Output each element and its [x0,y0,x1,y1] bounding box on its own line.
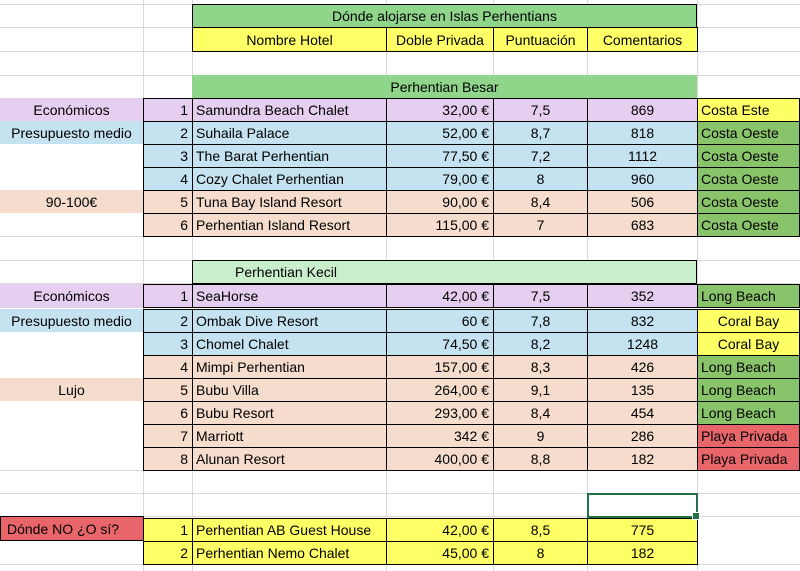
cell-score[interactable]: 8,7 [493,121,588,145]
cell-hotel-name[interactable]: Tuna Bay Island Resort [192,190,387,214]
cell-reviews[interactable]: 286 [587,424,698,448]
cell-price[interactable]: 293,00 € [386,401,494,425]
cell-score[interactable]: 7,5 [493,284,588,308]
cell-hotel-name[interactable]: Bubu Resort [192,401,387,425]
cell-reviews[interactable]: 818 [587,121,698,145]
cell-zone[interactable]: Playa Privada [697,424,800,448]
cell-row-number[interactable]: 1 [143,518,193,542]
header-hotel-name[interactable]: Nombre Hotel [192,27,387,52]
cell-reviews[interactable]: 135 [587,378,698,402]
cell-row-number[interactable]: 2 [143,309,193,333]
category-label-donde-no[interactable]: Dónde NO ¿O sí? [0,516,144,541]
cell-row-number[interactable]: 4 [143,355,193,379]
category-label-presupuesto-medio-besar[interactable]: Presupuesto medio [0,121,143,144]
cell-reviews[interactable]: 775 [587,518,698,542]
cell-zone[interactable]: Long Beach [697,378,800,402]
cell-hotel-name[interactable]: Samundra Beach Chalet [192,98,387,122]
cell-zone[interactable]: Coral Bay [697,309,800,333]
cell-price[interactable]: 342 € [386,424,494,448]
cell-price[interactable]: 60 € [386,309,494,333]
cell-score[interactable]: 7,5 [493,98,588,122]
cell-price[interactable]: 52,00 € [386,121,494,145]
cell-row-number[interactable]: 6 [143,213,193,237]
cell-price[interactable]: 42,00 € [386,518,494,542]
cell-hotel-name[interactable]: Perhentian Island Resort [192,213,387,237]
cell-score[interactable]: 8,5 [493,518,588,542]
cell-price[interactable]: 400,00 € [386,447,494,471]
cell-score[interactable]: 8 [493,541,588,565]
cell-score[interactable]: 8,4 [493,190,588,214]
cell-hotel-name[interactable]: Cozy Chalet Perhentian [192,167,387,191]
cell-score[interactable]: 9,1 [493,378,588,402]
cell-price[interactable]: 115,00 € [386,213,494,237]
category-label-economicos-besar[interactable]: Económicos [0,98,143,121]
cell-zone[interactable]: Long Beach [697,401,800,425]
fill-handle[interactable] [692,512,700,520]
cell-hotel-name[interactable]: Ombak Dive Resort [192,309,387,333]
cell-hotel-name[interactable]: Alunan Resort [192,447,387,471]
cell-row-number[interactable]: 8 [143,447,193,471]
cell-row-number[interactable]: 5 [143,378,193,402]
sheet-title[interactable]: Dónde alojarse en Islas Perhentians [192,4,697,28]
header-score[interactable]: Puntuación [493,27,588,52]
cell-reviews[interactable]: 960 [587,167,698,191]
cell-zone[interactable]: Costa Oeste [697,121,800,145]
cell-price[interactable]: 157,00 € [386,355,494,379]
cell-price[interactable]: 90,00 € [386,190,494,214]
active-cell-selection[interactable] [587,493,698,518]
cell-price[interactable]: 42,00 € [386,284,494,308]
cell-reviews[interactable]: 182 [587,447,698,471]
cell-price[interactable]: 264,00 € [386,378,494,402]
cell-reviews[interactable]: 832 [587,309,698,333]
cell-row-number[interactable]: 3 [143,332,193,356]
header-double-room-price[interactable]: Doble Privada [386,27,494,52]
cell-score[interactable]: 8 [493,167,588,191]
cell-score[interactable]: 9 [493,424,588,448]
cell-reviews[interactable]: 426 [587,355,698,379]
cell-score[interactable]: 8,2 [493,332,588,356]
cell-score[interactable]: 7,8 [493,309,588,333]
cell-price[interactable]: 74,50 € [386,332,494,356]
category-label-presupuesto-medio-kecil[interactable]: Presupuesto medio [0,309,143,332]
cell-hotel-name[interactable]: Mimpi Perhentian [192,355,387,379]
section-title-perhentian-kecil[interactable]: Perhentian Kecil [192,260,697,284]
cell-row-number[interactable]: 6 [143,401,193,425]
cell-score[interactable]: 7 [493,213,588,237]
cell-hotel-name[interactable]: Chomel Chalet [192,332,387,356]
cell-zone[interactable]: Playa Privada [697,447,800,471]
cell-hotel-name[interactable]: Perhentian AB Guest House [192,518,387,542]
cell-reviews[interactable]: 1112 [587,144,698,168]
cell-row-number[interactable]: 5 [143,190,193,214]
cell-hotel-name[interactable]: Bubu Villa [192,378,387,402]
cell-zone[interactable]: Costa Este [697,98,800,122]
cell-row-number[interactable]: 4 [143,167,193,191]
cell-hotel-name[interactable]: Suhaila Palace [192,121,387,145]
cell-zone[interactable]: Long Beach [697,355,800,379]
cell-price[interactable]: 77,50 € [386,144,494,168]
cell-reviews[interactable]: 869 [587,98,698,122]
cell-zone[interactable]: Long Beach [697,284,800,308]
cell-row-number[interactable]: 7 [143,424,193,448]
cell-score[interactable]: 8,8 [493,447,588,471]
category-label-economicos-kecil[interactable]: Económicos [0,284,143,308]
category-label-90-100[interactable]: 90-100€ [0,190,143,213]
cell-row-number[interactable]: 3 [143,144,193,168]
cell-zone[interactable]: Costa Oeste [697,213,800,237]
cell-reviews[interactable]: 352 [587,284,698,308]
cell-row-number[interactable]: 1 [143,284,193,308]
section-title-perhentian-besar[interactable]: Perhentian Besar [192,75,697,98]
cell-reviews[interactable]: 182 [587,541,698,565]
cell-row-number[interactable]: 2 [143,541,193,565]
cell-price[interactable]: 45,00 € [386,541,494,565]
cell-hotel-name[interactable]: SeaHorse [192,284,387,308]
cell-hotel-name[interactable]: Marriott [192,424,387,448]
cell-zone[interactable]: Costa Oeste [697,167,800,191]
cell-reviews[interactable]: 1248 [587,332,698,356]
cell-zone[interactable]: Costa Oeste [697,190,800,214]
cell-row-number[interactable]: 2 [143,121,193,145]
category-label-lujo[interactable]: Lujo [0,378,143,401]
cell-zone[interactable]: Coral Bay [697,332,800,356]
cell-hotel-name[interactable]: Perhentian Nemo Chalet [192,541,387,565]
header-reviews[interactable]: Comentarios [587,27,698,52]
cell-row-number[interactable]: 1 [143,98,193,122]
cell-score[interactable]: 7,2 [493,144,588,168]
cell-score[interactable]: 8,4 [493,401,588,425]
cell-price[interactable]: 79,00 € [386,167,494,191]
cell-reviews[interactable]: 506 [587,190,698,214]
cell-zone[interactable]: Costa Oeste [697,144,800,168]
cell-price[interactable]: 32,00 € [386,98,494,122]
cell-reviews[interactable]: 454 [587,401,698,425]
cell-hotel-name[interactable]: The Barat Perhentian [192,144,387,168]
cell-score[interactable]: 8,3 [493,355,588,379]
cell-reviews[interactable]: 683 [587,213,698,237]
